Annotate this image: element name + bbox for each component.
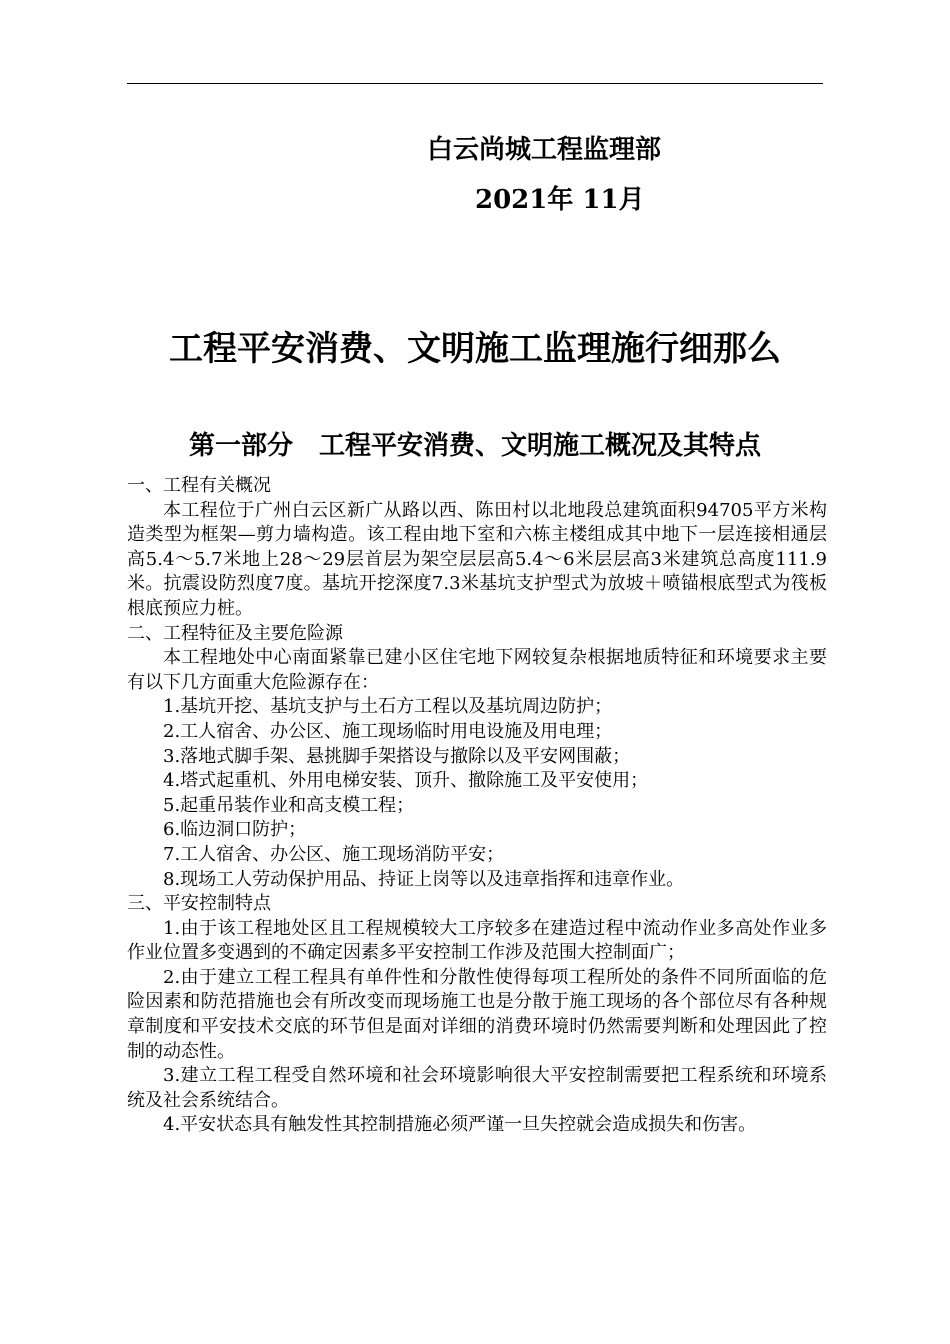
list-item: 5.起重吊装作业和高支模工程； (163, 794, 415, 816)
part-heading: 一、工程有关概况 (127, 475, 271, 496)
list-item: 1.基坑开挖、基坑支护与土石方工程以及基坑周边防护； (163, 696, 613, 718)
paragraph: 本工程地处中心南面紧靠已建小区住宅地下网较复杂根据地质特征和环境要求主要有以下几方面重大危险源存在： (127, 647, 827, 693)
section-title: 第一部分 工程平安消费、文明施工概况及其特点 (188, 431, 761, 461)
paragraph: 本工程位于广州白云区新广从路以西、陈田村以北地段总建筑面积94705平方米构造类型为框架—剪力墙构造。该工程由地下室和六栋主楼组成其中地下一层连接相通层高5.4～5.7米地上28～29层首层为架空层层高5.4～6米层层高3米建筑总高度111.9米。抗震设防烈度7度。基坑开挖深度7.3米基坑支护型式为放坡＋喷锚根底型式为筏板根底预应力桩。 (127, 499, 827, 619)
list-item: 3.落地式脚手架、悬挑脚手架搭设与撤除以及平安网围蔽； (163, 745, 631, 767)
header-rule (127, 83, 823, 84)
list-item: 6.临边洞口防护； (163, 819, 307, 841)
list-item: 4.塔式起重机、外用电梯安装、顶升、撤除施工及平安使用； (163, 770, 649, 792)
paragraph: 1.由于该工程地处区且工程规模较大工序较多在建造过程中流动作业多高处作业多作业位置多变遇到的不确定因素多平安控制工作涉及范围大控制面广； (127, 917, 827, 964)
list-item: 8.现场工人劳动保护用品、持证上岗等以及违章指挥和违章作业。 (163, 868, 685, 890)
paragraph: 4.平安状态具有触发性其控制措施必须严谨一旦失控就会造成损失和伤害。 (163, 1114, 757, 1136)
part-heading: 二、工程特征及主要危险源 (127, 622, 343, 644)
list-item: 2.工人宿舍、办公区、施工现场临时用电设施及用电理； (163, 720, 613, 742)
part-heading: 三、平安控制特点 (127, 893, 271, 915)
document-body (127, 474, 827, 1138)
organization-name: 白云尚城工程监理部 (427, 135, 662, 165)
paragraph: 2.由于建立工程工程具有单件性和分散性使得每项工程所处的条件不同所面临的危险因素和防范措施也会有所改变而现场施工也是分散于施工现场的各个部位尽有各种规章制度和平安技术交底的环节但是面对详细的消费环境时仍然需要判断和处理因此了控制的动态性。 (127, 966, 827, 1062)
list-item: 7.工人宿舍、办公区、施工现场消防平安； (163, 843, 505, 865)
document-date: 2021年 11月 (475, 185, 645, 215)
paragraph: 3.建立工程工程受自然环境和社会环境影响很大平安控制需要把工程系统和环境系统及社会系统结合。 (127, 1065, 827, 1111)
document-title: 工程平安消费、文明施工监理施行细那么 (169, 329, 781, 369)
